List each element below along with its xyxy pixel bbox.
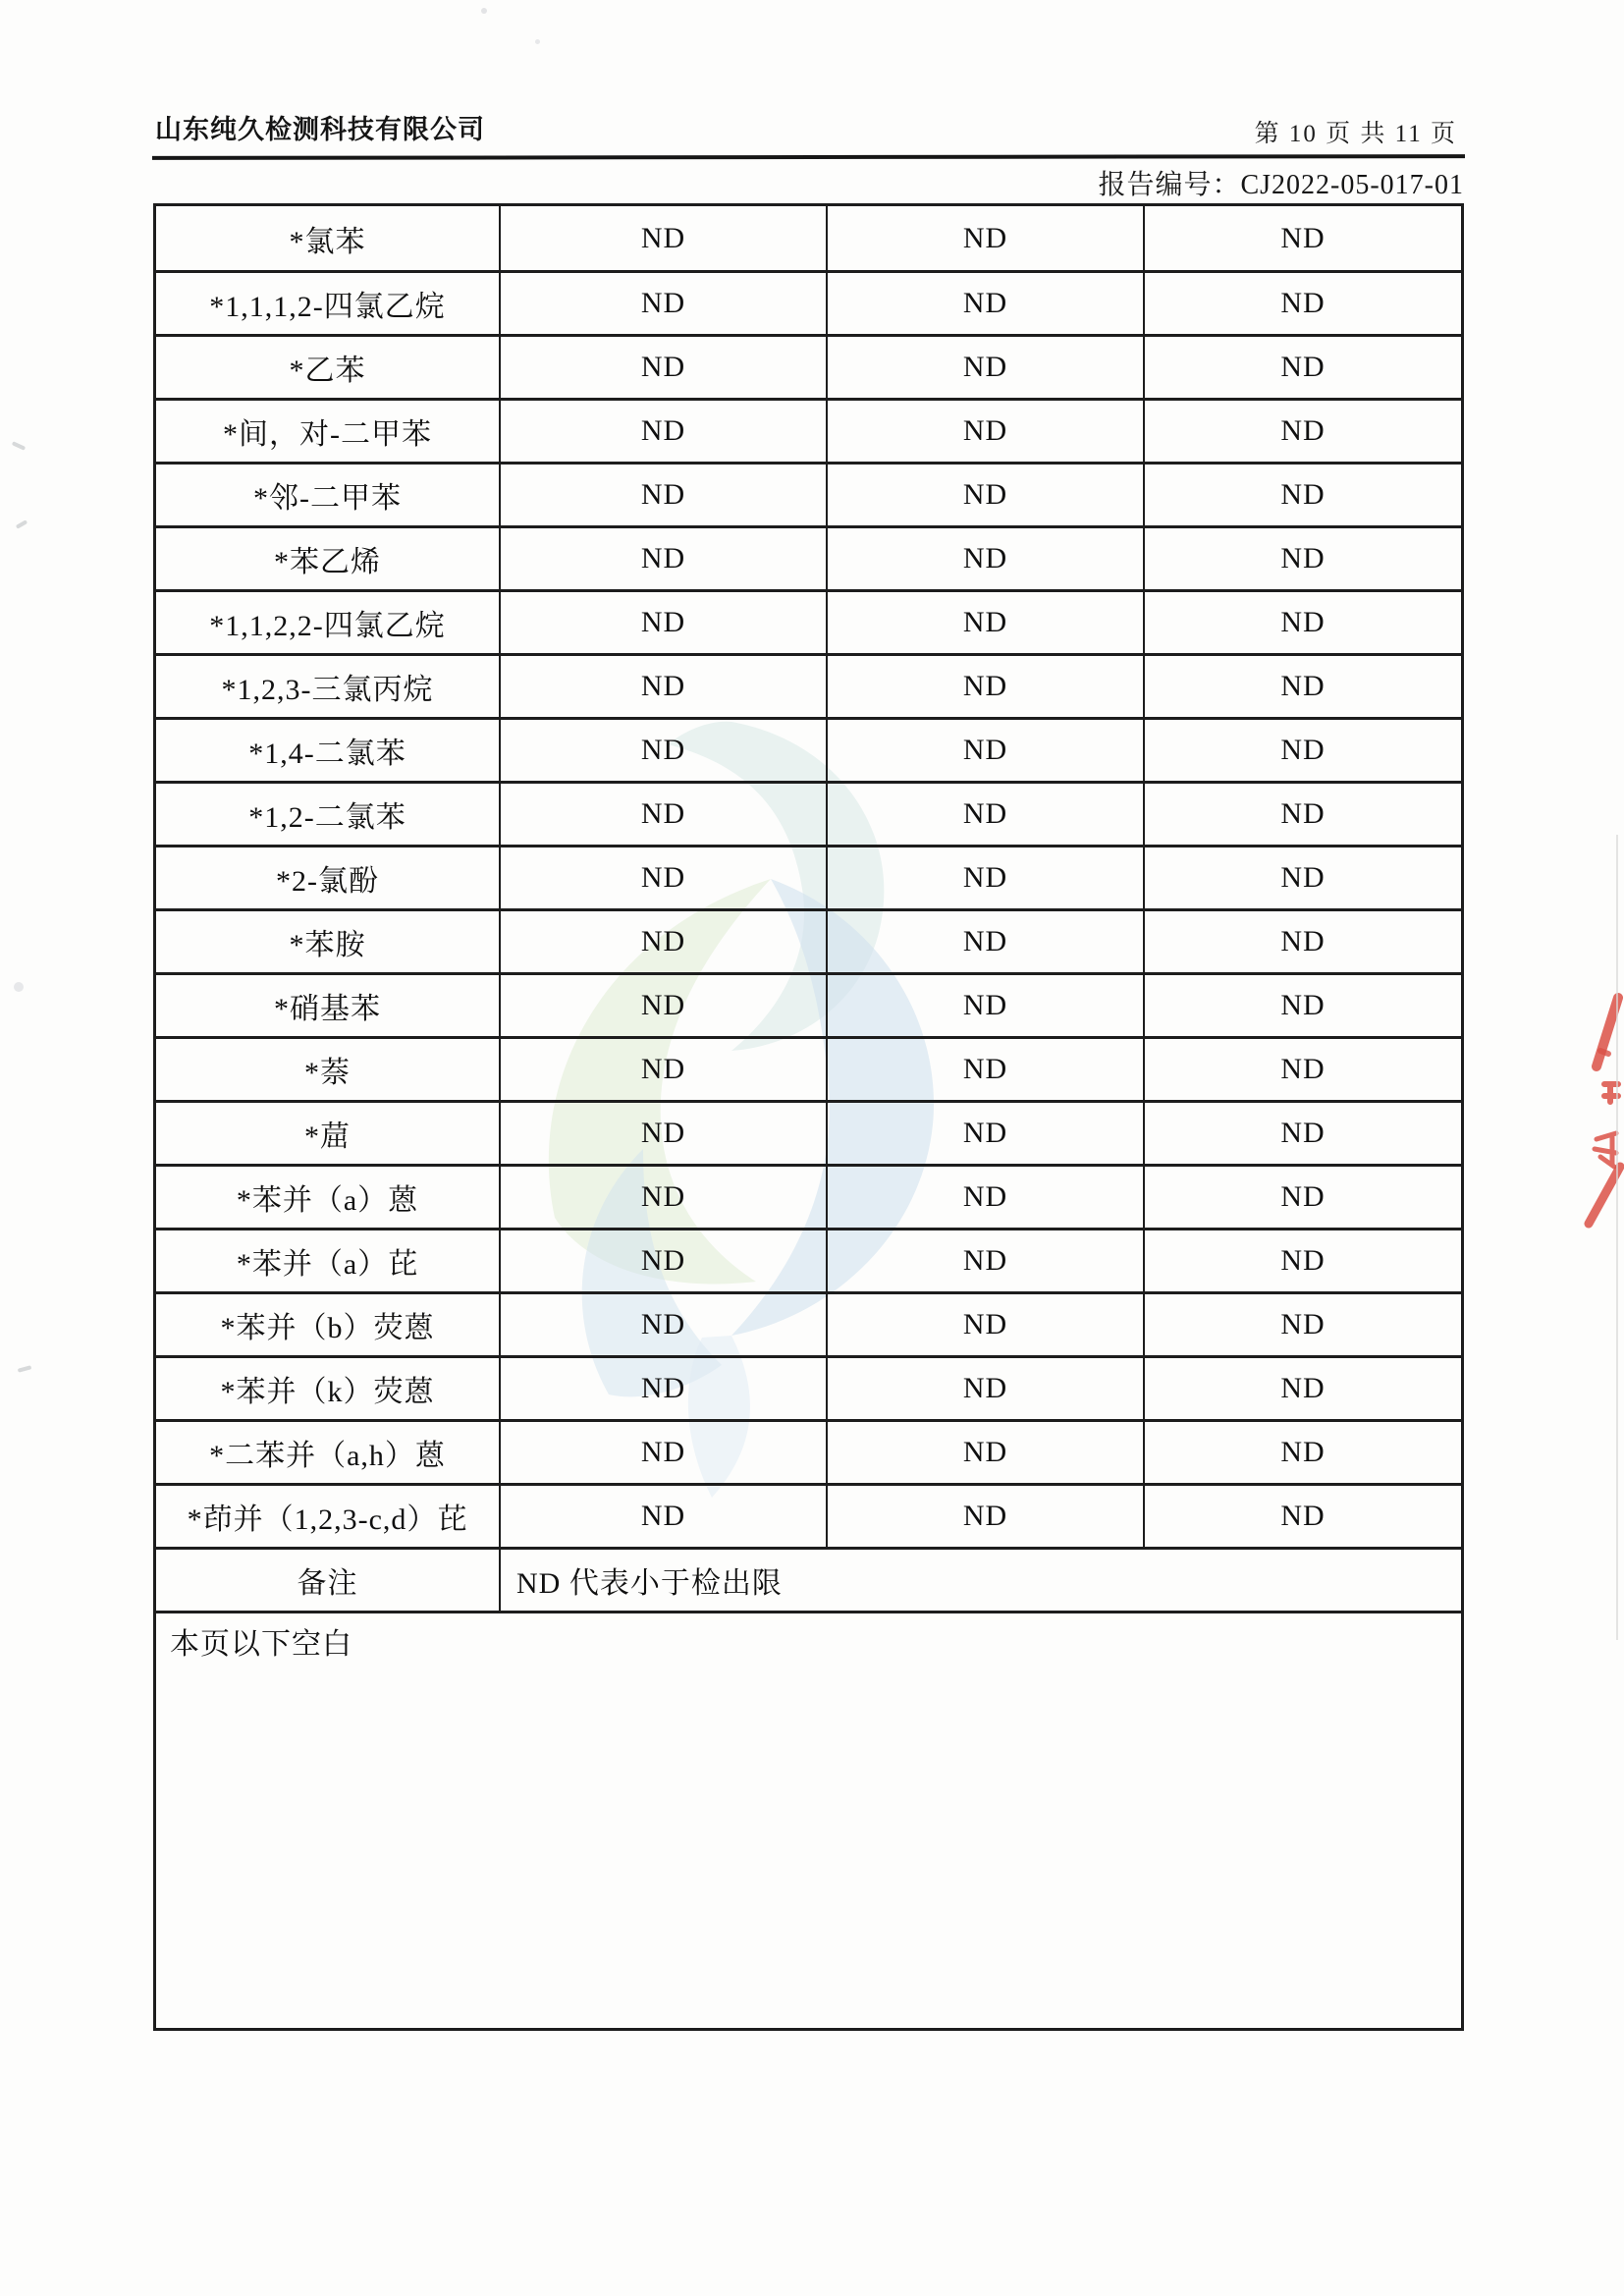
result-cell: ND — [499, 589, 826, 653]
compound-name-cell: *乙苯 — [156, 334, 499, 398]
compound-name-cell: *萘 — [156, 1036, 499, 1100]
result-cell: ND — [1143, 462, 1461, 525]
result-cell: ND — [499, 1355, 826, 1419]
scan-artifact — [12, 441, 26, 451]
header-divider — [152, 154, 1465, 160]
result-cell: ND — [826, 589, 1143, 653]
table-row — [156, 1036, 1461, 1100]
report-number: CJ2022-05-017-01 — [1240, 170, 1464, 200]
result-cell: ND — [826, 525, 1143, 589]
table-row — [156, 206, 1461, 270]
result-cell: ND — [1143, 398, 1461, 462]
result-cell: ND — [1143, 1100, 1461, 1164]
result-cell: ND — [1143, 845, 1461, 908]
result-cell: ND — [499, 462, 826, 525]
compound-name-cell: *苯并（a）蒽 — [156, 1164, 499, 1228]
compound-name-cell: *邻-二甲苯 — [156, 462, 499, 525]
result-cell: ND — [1143, 589, 1461, 653]
table-row — [156, 653, 1461, 717]
scan-artifact — [481, 8, 487, 14]
results-table — [153, 203, 1464, 2031]
result-cell: ND — [499, 653, 826, 717]
compound-name-cell: *1,2,3-三氯丙烷 — [156, 653, 499, 717]
remark-label-cell: 备注 — [156, 1547, 499, 1611]
compound-name-cell: *1,4-二氯苯 — [156, 717, 499, 781]
result-cell: ND — [826, 398, 1143, 462]
compound-name-cell: *苯乙烯 — [156, 525, 499, 589]
result-cell: ND — [826, 462, 1143, 525]
table-row — [156, 1100, 1461, 1164]
result-cell: ND — [826, 334, 1143, 398]
table-row — [156, 270, 1461, 334]
result-cell: ND — [826, 1164, 1143, 1228]
result-cell: ND — [1143, 1419, 1461, 1483]
table-row — [156, 1355, 1461, 1419]
table-row — [156, 1291, 1461, 1355]
result-cell: ND — [499, 334, 826, 398]
result-cell: ND — [1143, 270, 1461, 334]
result-cell: ND — [499, 525, 826, 589]
table-row — [156, 845, 1461, 908]
table-row — [156, 717, 1461, 781]
table-row — [156, 1419, 1461, 1483]
result-cell: ND — [1143, 1355, 1461, 1419]
result-cell: ND — [1143, 908, 1461, 972]
result-cell: ND — [826, 206, 1143, 270]
compound-name-cell: *间，对-二甲苯 — [156, 398, 499, 462]
result-cell: ND — [1143, 1036, 1461, 1100]
result-cell: ND — [1143, 781, 1461, 845]
result-cell: ND — [499, 398, 826, 462]
result-cell: ND — [1143, 1164, 1461, 1228]
compound-name-cell: *苯并（b）荧蒽 — [156, 1291, 499, 1355]
result-cell: ND — [826, 653, 1143, 717]
compound-name-cell: *茚并（1,2,3-c,d）芘 — [156, 1483, 499, 1547]
compound-name-cell: *苯并（a）芘 — [156, 1228, 499, 1291]
result-cell: ND — [499, 1483, 826, 1547]
result-cell: ND — [499, 717, 826, 781]
compound-name-cell: *氯苯 — [289, 225, 366, 258]
result-cell: ND — [826, 1036, 1143, 1100]
result-cell: ND — [826, 908, 1143, 972]
result-cell: ND — [1143, 653, 1461, 717]
result-cell: ND — [826, 781, 1143, 845]
table-row — [156, 462, 1461, 525]
result-cell: ND — [1143, 334, 1461, 398]
result-cell: ND — [1143, 1483, 1461, 1547]
result-cell: ND — [499, 908, 826, 972]
result-cell: ND — [1143, 525, 1461, 589]
table-row — [156, 1164, 1461, 1228]
remark-text-cell: ND 代表小于检出限 — [499, 1547, 1461, 1611]
blank-note: 本页以下空白 — [156, 1611, 1461, 2028]
compound-name-cell: *1,1,2,2-四氯乙烷 — [156, 589, 499, 653]
report-number-line — [1098, 163, 1464, 202]
compound-name-cell: *苯胺 — [156, 908, 499, 972]
result-cell: ND — [499, 972, 826, 1036]
compound-name-cell: *1,1,1,2-四氯乙烷 — [156, 270, 499, 334]
result-cell: ND — [826, 270, 1143, 334]
result-cell: ND — [826, 1228, 1143, 1291]
remark-row — [156, 1547, 1461, 1611]
table-row — [156, 781, 1461, 845]
company-name: 山东纯久检测科技有限公司 — [155, 115, 485, 144]
report-number-label: 报告编号： — [1098, 170, 1241, 200]
result-cell: ND — [499, 1100, 826, 1164]
scan-artifact — [535, 39, 540, 44]
result-cell: ND — [826, 1483, 1143, 1547]
result-cell: ND — [826, 972, 1143, 1036]
compound-name-cell: *2-氯酚 — [156, 845, 499, 908]
result-cell: ND — [826, 717, 1143, 781]
result-cell: ND — [826, 845, 1143, 908]
result-cell: ND — [1143, 972, 1461, 1036]
compound-name-cell: *二苯并（a,h）蒽 — [156, 1419, 499, 1483]
result-cell: ND — [499, 1164, 826, 1228]
compound-name-cell: *硝基苯 — [156, 972, 499, 1036]
result-cell: ND — [1143, 1228, 1461, 1291]
result-cell: ND — [1143, 206, 1461, 270]
result-cell: ND — [1143, 717, 1461, 781]
scan-artifact — [18, 1365, 32, 1372]
page-number: 第 10 页 共 11 页 — [1254, 121, 1457, 147]
page-edge-shadow — [1616, 835, 1618, 1640]
table-row — [156, 1228, 1461, 1291]
result-cell: ND — [499, 270, 826, 334]
result-cell: ND — [499, 1419, 826, 1483]
result-cell: ND — [499, 781, 826, 845]
result-cell: ND — [499, 845, 826, 908]
table-row — [156, 1483, 1461, 1547]
result-cell: ND — [826, 1291, 1143, 1355]
result-cell: ND — [826, 1419, 1143, 1483]
table-row — [156, 908, 1461, 972]
compound-name-cell: *苯并（k）荧蒽 — [156, 1355, 499, 1419]
scan-artifact — [14, 982, 24, 992]
compound-name-cell: *1,2-二氯苯 — [156, 781, 499, 845]
table-row — [156, 525, 1461, 589]
result-cell: ND — [499, 1228, 826, 1291]
scan-artifact — [16, 519, 27, 528]
compound-name-cell: *䓛 — [156, 1100, 499, 1164]
result-cell: ND — [1143, 1291, 1461, 1355]
result-cell: ND — [499, 1036, 826, 1100]
result-cell: ND — [826, 1100, 1143, 1164]
blank-row — [156, 1611, 1461, 2028]
result-cell: ND — [499, 1291, 826, 1355]
table-body — [156, 206, 1461, 1547]
table-row — [156, 334, 1461, 398]
table-row — [156, 398, 1461, 462]
table-row — [156, 589, 1461, 653]
result-cell: ND — [499, 206, 826, 270]
result-cell: ND — [826, 1355, 1143, 1419]
table-row — [156, 972, 1461, 1036]
